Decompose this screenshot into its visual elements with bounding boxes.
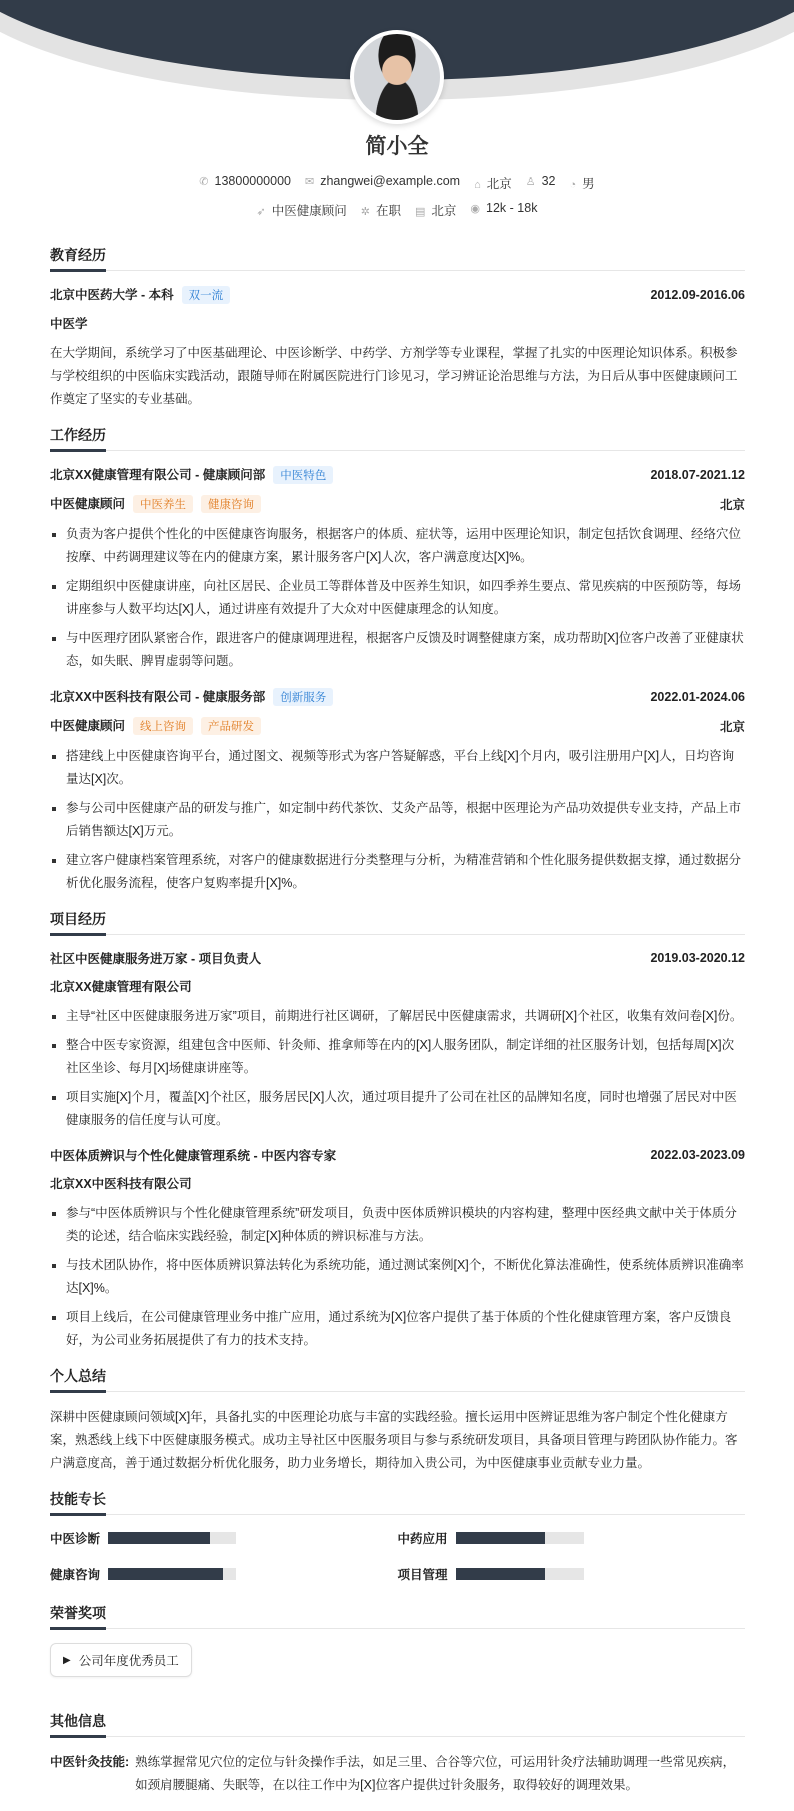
skill-name: 健康咨询: [50, 1568, 101, 1582]
section-title: 其他信息: [50, 1711, 745, 1737]
skills-section: [50, 1489, 745, 1583]
contact-item: [305, 174, 460, 192]
school-tag: 双一流: [182, 286, 231, 304]
avatar: [350, 30, 444, 124]
gender-icon: ◔: [569, 179, 577, 191]
section-title: 项目经历: [50, 909, 745, 935]
contact-text: 32: [541, 174, 556, 188]
date: 2019.03-2020.12: [650, 951, 745, 965]
contact-text: zhangwei@example.com: [320, 174, 461, 188]
contact-item: [570, 174, 595, 192]
contact-row: [0, 174, 794, 192]
bullet: 建立客户健康档案管理系统，对客户的健康数据进行分类整理与分析，为精准营销和个性化服务提供数据支撑，通过数据分析优化服务流程，使客户复购率提升[X]%。: [50, 849, 745, 895]
skill-bar: [456, 1568, 584, 1580]
project-name: 社区中医健康服务进万家 - 项目负责人: [50, 952, 262, 966]
salary-icon: ◉: [470, 203, 481, 215]
project-name: 中医体质辨识与个性化健康管理系统 - 中医内容专家: [50, 1149, 337, 1163]
section-title: 技能专长: [50, 1489, 745, 1515]
bullet: 项目上线后，在公司健康管理业务中推广应用，通过系统为[X]位客户提供了基于体质的个性化健康管理方案，客户反馈良好，为公司业务拓展提供了有力的技术支持。: [50, 1306, 745, 1352]
skill-bar-fill: [456, 1568, 546, 1580]
skill-bar-fill: [108, 1568, 223, 1580]
section-title: 荣誉奖项: [50, 1603, 745, 1629]
contact-item: [470, 201, 537, 219]
home-icon: ⌂: [474, 179, 481, 191]
section-title: 个人总结: [50, 1366, 745, 1392]
contact-text: 男: [582, 177, 595, 191]
skill-name: 中药应用: [397, 1532, 448, 1546]
bullet: 项目实施[X]个月，覆盖[X]个社区，服务居民[X]人次，通过项目提升了公司在社区的品牌知名度，同时也增强了居民对中医健康服务的信任度与认可度。: [50, 1086, 745, 1132]
phone-icon: ✆: [199, 176, 209, 188]
contact-item: [415, 201, 456, 219]
other-section: [50, 1711, 745, 1797]
date: 2018.07-2021.12: [650, 467, 745, 482]
job-intent-row: [0, 201, 794, 219]
role: 中医健康顾问: [50, 497, 126, 511]
contact-text: 在职: [375, 204, 401, 218]
bullet: 参与公司中医健康产品的研发与推广，如定制中药代茶饮、艾灸产品等，根据中医理论为产品功效提供专业支持，产品上市后销售额达[X]万元。: [50, 797, 745, 843]
school: 北京中医药大学 - 本科: [50, 288, 174, 302]
work-item: [50, 465, 745, 673]
bullet: 搭建线上中医健康咨询平台，通过图文、视频等形式为客户答疑解惑，平台上线[X]个月内，吸引注册用户[X]人，日均咨询量达[X]次。: [50, 745, 745, 791]
city: 北京: [719, 719, 745, 734]
role-tag: 线上咨询: [133, 717, 193, 735]
work-item: [50, 687, 745, 895]
date: 2022.03-2023.09: [650, 1148, 745, 1162]
bullet: 整合中医专家资源，组建包含中医师、针灸师、推拿师等在内的[X]人服务团队，制定详细的社区服务计划，包括每周[X]次社区坐诊、每月[X]场健康讲座等。: [50, 1034, 745, 1080]
bullet: 与中医理疗团队紧密合作，跟进客户的健康调理进程，根据客户反馈及时调整健康方案，成功帮助[X]位客户改善了亚健康状态，如失眠、脾胃虚弱等问题。: [50, 627, 745, 673]
role-tag: 产品研发: [201, 717, 261, 735]
skill-bar-fill: [108, 1532, 210, 1544]
date: 2012.09-2016.06: [650, 287, 745, 302]
section-title: 工作经历: [50, 425, 745, 451]
skill-name: 项目管理: [397, 1568, 448, 1582]
age-icon: ♙: [525, 176, 536, 188]
summary-section: [50, 1366, 745, 1475]
contact-item: [526, 174, 556, 192]
bullet: 主导“社区中医健康服务进万家”项目，前期进行社区调研，了解居民中医健康需求，共调研[X]个社区，收集有效问卷[X]份。: [50, 1005, 745, 1028]
contact-text: 13800000000: [214, 174, 291, 188]
contact-item: [474, 174, 512, 192]
triangle-icon: ▶: [63, 1654, 71, 1666]
major: 中医学: [50, 317, 88, 331]
skill-item: [50, 1565, 398, 1583]
honor-label: 公司年度优秀员工: [78, 1654, 179, 1668]
contact-item: [361, 201, 401, 219]
role-tag: 中医养生: [133, 495, 193, 513]
projects-section: [50, 909, 745, 1352]
other-label: 中医针灸技能:: [50, 1755, 130, 1769]
skill-item: [50, 1529, 398, 1547]
company: 北京XX中医科技有限公司 - 健康服务部: [50, 690, 266, 704]
project-org: 北京XX健康管理有限公司: [50, 980, 192, 994]
summary-text: 深耕中医健康顾问领域[X]年，具备扎实的中医理论功底与丰富的实践经验。擅长运用中医辨证思维为客户制定个性化健康方案，熟悉线上线下中医健康服务模式。成功主导社区中医服务项目与参与系统研发项目，具备项目管理与跨团队协作能力。客户满意度高，善于通过数据分析优化服务，助力业务增长，期待加入贵公司，为中医健康事业贡献专业力量。: [50, 1410, 738, 1470]
role: 中医健康顾问: [50, 719, 126, 733]
contact-text: 12k - 18k: [486, 201, 538, 215]
skill-bar-fill: [456, 1532, 546, 1544]
skill-name: 中医诊断: [50, 1532, 101, 1546]
skill-bar: [108, 1532, 236, 1544]
contact-item: [199, 174, 291, 192]
skill-item: [398, 1565, 746, 1583]
other-text: 熟练掌握常见穴位的定位与针灸操作手法，如足三里、合谷等穴位，可运用针灸疗法辅助调理一些常见疾病，如颈肩腰腿痛、失眠等，在以往工作中为[X]位客户提供过针灸服务，取得较好的调理效果。: [135, 1755, 736, 1792]
contact-text: 北京: [431, 204, 457, 218]
project-item: [50, 949, 745, 1132]
contact-item: [257, 201, 347, 219]
contact-text: 中医健康顾问: [271, 204, 347, 218]
date: 2022.01-2024.06: [650, 689, 745, 704]
project-org: 北京XX中医科技有限公司: [50, 1177, 192, 1191]
bullet: 参与“中医体质辨识与个性化健康管理系统”研发项目，负责中医体质辨识模块的内容构建，整理中医经典文献中关于体质分类的论述，结合临床实践经验，制定[X]种体质的辨识标准与方法。: [50, 1202, 745, 1248]
role-tag: 健康咨询: [201, 495, 261, 513]
project-item: [50, 1146, 745, 1352]
skill-bar: [108, 1568, 236, 1580]
mail-icon: ✉: [305, 176, 315, 188]
skill-bar: [456, 1532, 584, 1544]
bullet: 负责为客户提供个性化的中医健康咨询服务，根据客户的体质、症状等，运用中医理论知识，制定包括饮食调理、经络穴位按摩、中药调理建议等在内的健康方案，累计服务客户[X]人次，客户满意度达[X]%。: [50, 523, 745, 569]
building-icon: ▤: [415, 206, 426, 218]
bullet: 与技术团队协作，将中医体质辨识算法转化为系统功能，通过测试案例[X]个，不断优化算法准确性，使系统体质辨识准确率达[X]%。: [50, 1254, 745, 1300]
company-tag: 中医特色: [273, 466, 333, 484]
send-icon: ➶: [256, 206, 266, 218]
candidate-name: 简小全: [365, 135, 429, 158]
honor-item: [50, 1643, 192, 1677]
company: 北京XX健康管理有限公司 - 健康顾问部: [50, 468, 266, 482]
honors-section: [50, 1603, 745, 1697]
education-desc: 在大学期间，系统学习了中医基础理论、中医诊断学、中药学、方剂学等专业课程，掌握了扎实的中医理论知识体系。积极参与学校组织的中医临床实践活动，跟随导师在附属医院进行门诊见习，学习辨证论治思维与方法，为日后从事中医健康顾问工作奠定了坚实的专业基础。: [50, 346, 738, 406]
city: 北京: [719, 497, 745, 512]
section-title: 教育经历: [50, 245, 745, 271]
skill-item: [398, 1529, 746, 1547]
contact-text: 北京: [486, 177, 512, 191]
bullet: 定期组织中医健康讲座，向社区居民、企业员工等群体普及中医养生知识，如四季养生要点、常见疾病的中医预防等，每场讲座参与人数平均达[X]人，通过讲座有效提升了大众对中医健康理念的认知度。: [50, 575, 745, 621]
status-icon: ✲: [360, 206, 370, 218]
company-tag: 创新服务: [273, 688, 333, 706]
education-section: [50, 245, 745, 411]
work-section: [50, 425, 745, 895]
